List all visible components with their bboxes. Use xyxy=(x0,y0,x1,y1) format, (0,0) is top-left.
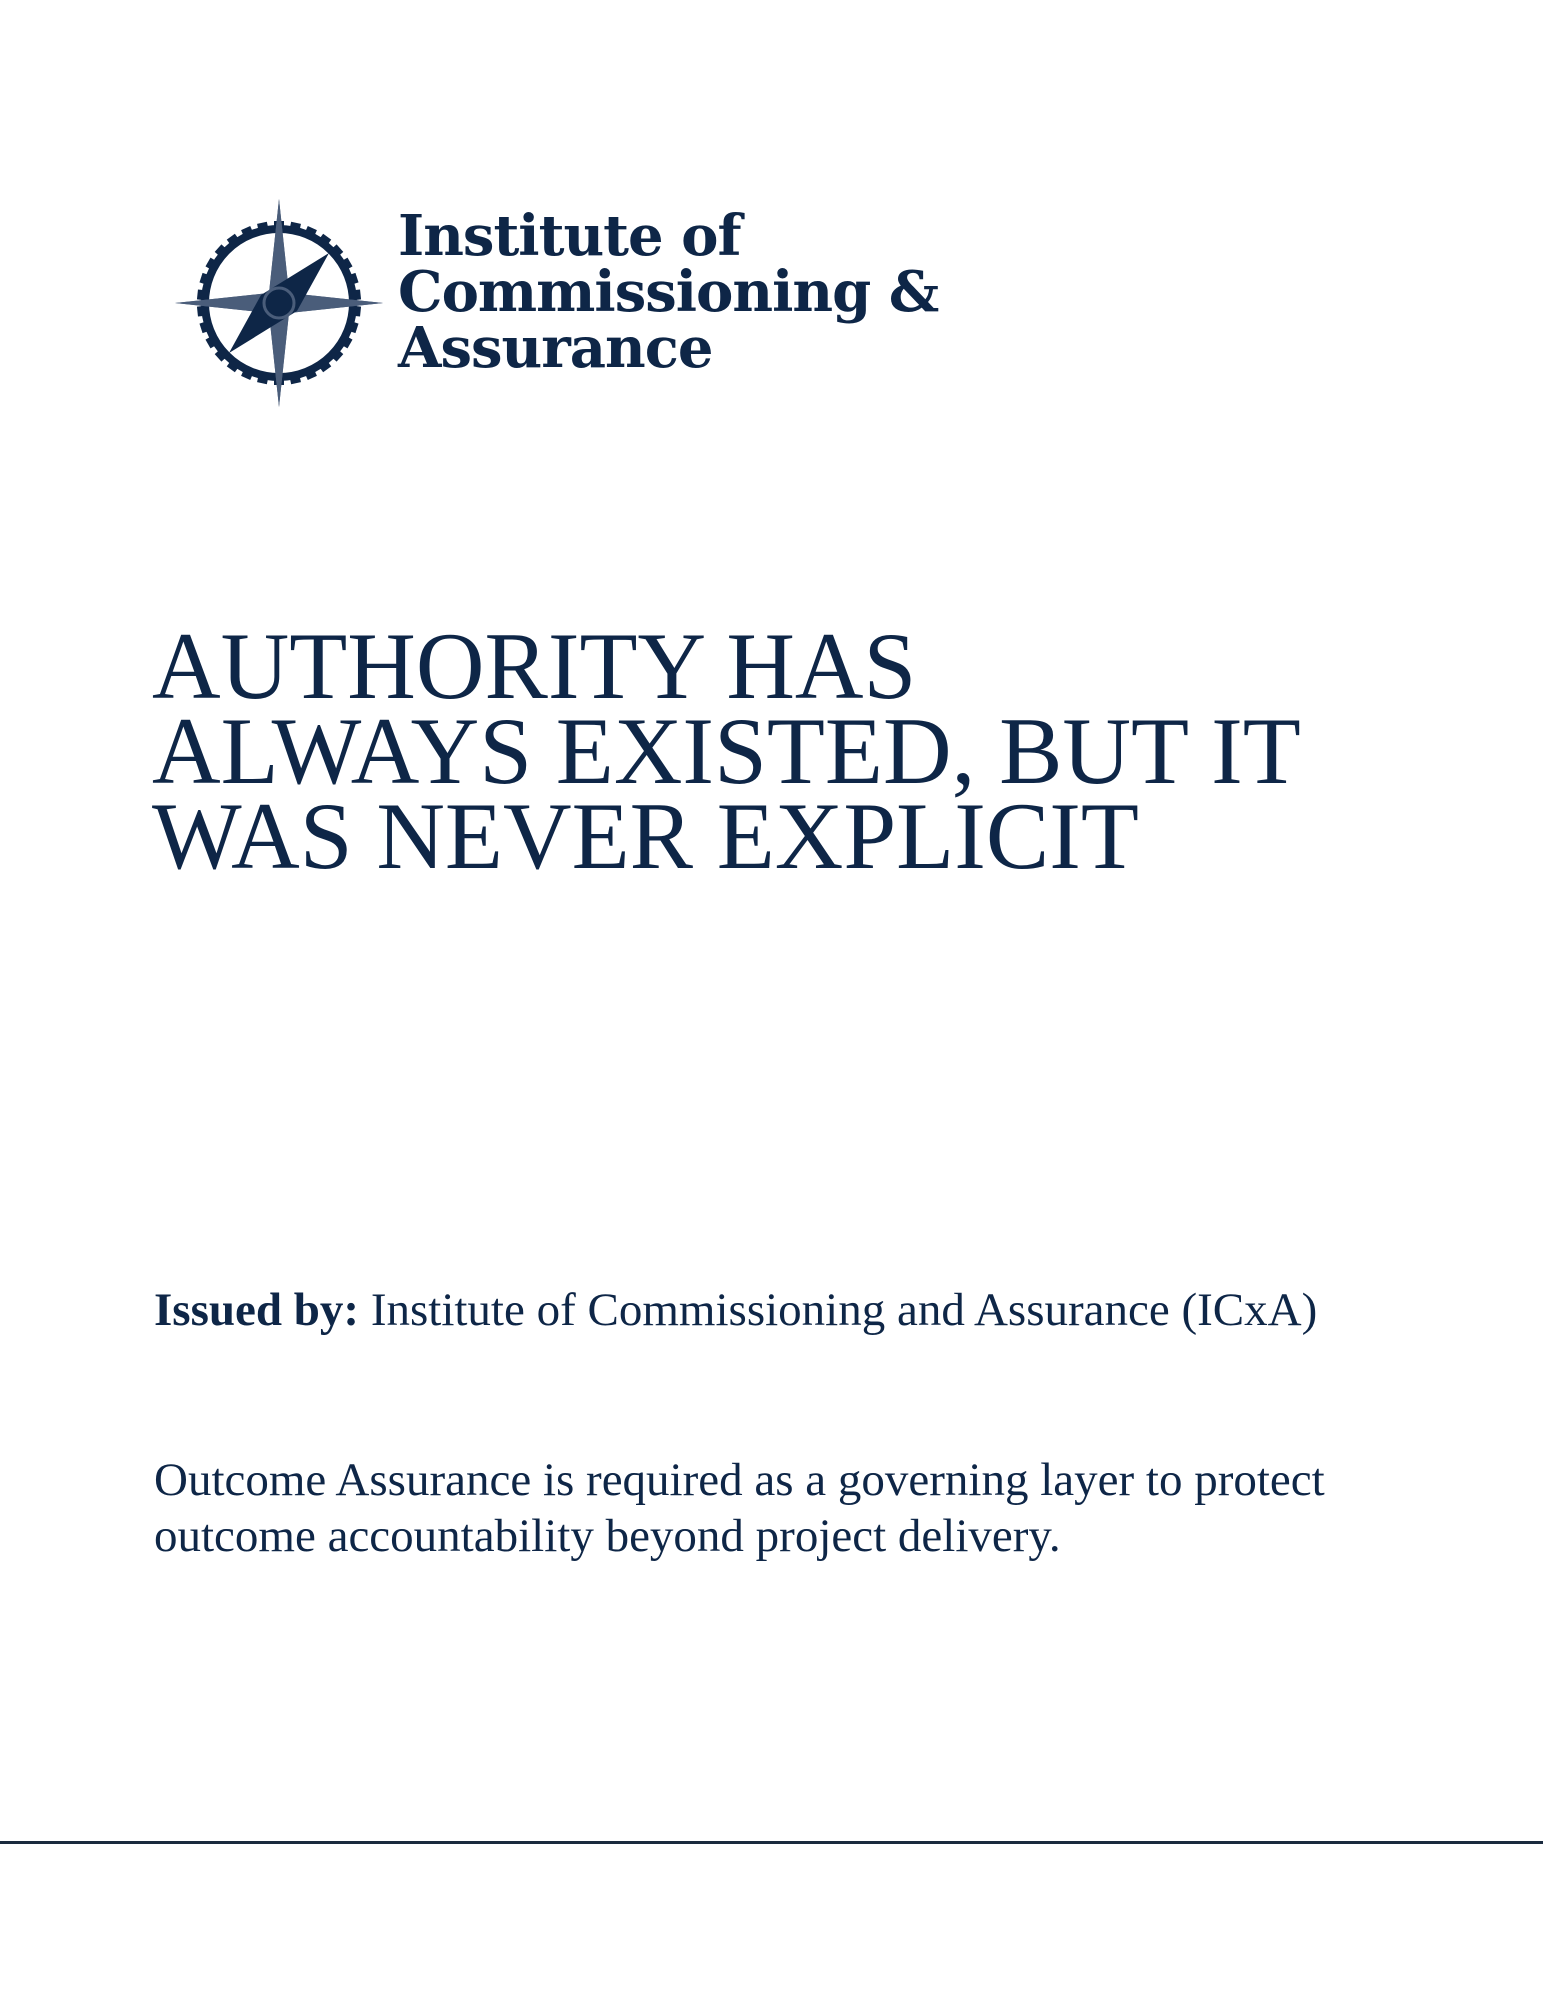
org-name-line-2: Commissioning & xyxy=(398,259,939,325)
title-line-1: AUTHORITY HAS xyxy=(152,613,917,719)
org-name-line-1: Institute of xyxy=(398,203,741,269)
title-line-2: ALWAYS EXISTED, BUT IT xyxy=(152,698,1301,804)
logo-mark xyxy=(172,196,386,410)
compass-gear-icon xyxy=(172,196,386,410)
footer-divider xyxy=(0,1841,1543,1844)
page-title xyxy=(152,613,1452,889)
issued-by-value: Institute of Commissioning and Assurance (ICxA) xyxy=(370,1284,1318,1336)
title-line-3: WAS NEVER EXPLICIT xyxy=(152,783,1139,889)
issued-by-label: Issued by: xyxy=(154,1284,360,1336)
org-name-line-3: Assurance xyxy=(398,315,713,381)
org-name xyxy=(398,203,939,381)
issued-by xyxy=(154,1282,1414,1338)
statement-text: Outcome Assurance is required as a governing layer to protect outcome accountability beyond project delivery. xyxy=(154,1454,1325,1562)
